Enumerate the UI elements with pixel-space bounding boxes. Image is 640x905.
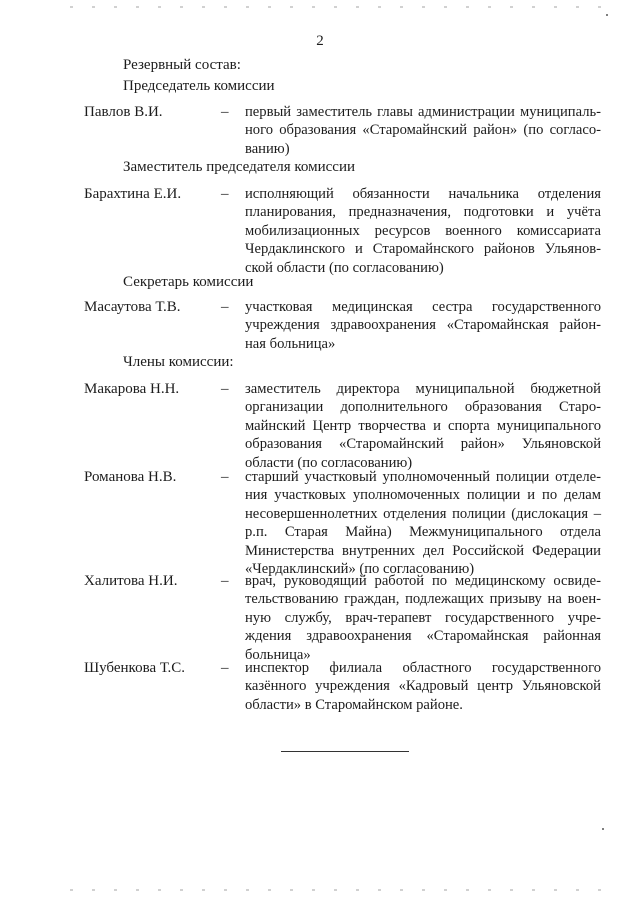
position-line: «Чердаклинский» (по согласованию)	[245, 561, 475, 578]
scan-artifact-top	[70, 6, 610, 8]
dash-separator: –	[221, 299, 229, 315]
secretary-heading: Секретарь комиссии	[123, 274, 254, 290]
position-line: ного образования «Старомайнский район» (по согласо-	[245, 122, 601, 139]
position-line: ная больница»	[245, 335, 336, 352]
member-name: Масаутова Т.В.	[84, 299, 181, 315]
page-number: 2	[316, 33, 324, 49]
position-line: казённого учреждения «Кадровый центр Ульяновской	[245, 678, 601, 695]
member-position	[245, 659, 601, 714]
position-line: несовершеннолетних отделения полиции (дислокация –	[245, 505, 601, 522]
member-name: Шубенкова Т.С.	[84, 660, 186, 676]
position-line: майнский Центр творчества и спорта муниципального	[245, 417, 601, 434]
position-line: образования «Старомайнский район» Ульяновской	[245, 436, 601, 453]
dash-separator: –	[221, 186, 229, 202]
closing-rule	[281, 751, 409, 752]
deputy-chairman-heading: Заместитель председателя комиссии	[123, 159, 356, 175]
scan-speck	[602, 828, 604, 830]
dash-separator: –	[221, 573, 229, 589]
member-name: Павлов В.И.	[84, 104, 163, 120]
position-line: инспектор филиала областного государственного	[245, 660, 601, 676]
dash-separator: –	[221, 381, 229, 397]
dash-separator: –	[221, 660, 229, 676]
dash-separator: –	[221, 469, 229, 485]
position-line: ную службу, врач-терапевт государственного учре-	[245, 609, 601, 626]
members-heading: Члены комиссии:	[123, 354, 234, 370]
position-line: больница»	[245, 646, 311, 663]
position-line: ской области (по согласованию)	[245, 259, 444, 276]
position-line: врач, руководящий работой по медицинскому освиде-	[245, 573, 601, 589]
position-line: р.п. Старая Майна) Межмуниципального отдела	[245, 524, 601, 541]
member-position	[245, 468, 601, 578]
scan-speck	[606, 14, 608, 16]
member-position	[245, 572, 601, 664]
position-line: исполняющий обязанности начальника отделения	[245, 186, 601, 202]
position-line: организации дополнительного образования Старо-	[245, 399, 601, 416]
position-line: области» в Старомайнском районе.	[245, 696, 463, 713]
member-position	[245, 185, 601, 277]
chairman-heading: Председатель комиссии	[123, 78, 275, 94]
member-name: Халитова Н.И.	[84, 573, 178, 589]
position-line: учреждения здравоохранения «Старомайнская район-	[245, 317, 601, 334]
member-position	[245, 380, 601, 472]
position-line: ванию)	[245, 140, 290, 157]
dash-separator: –	[221, 104, 229, 120]
position-line: мобилизационных ресурсов военного комиссариата	[245, 222, 601, 239]
member-name: Романова Н.В.	[84, 469, 177, 485]
position-line: ждения здравоохранения «Старомайнская районная	[245, 628, 601, 645]
member-name: Барахтина Е.И.	[84, 186, 182, 202]
position-line: тельствованию граждан, подлежащих призыву на воен-	[245, 591, 601, 608]
member-position	[245, 103, 601, 158]
member-position	[245, 298, 601, 353]
position-line: планирования, предназначения, подготовки и учёта	[245, 204, 601, 221]
position-line: участковая медицинская сестра государственного	[245, 299, 601, 315]
position-line: Чердаклинского и Старомайнского районов Ульянов-	[245, 241, 601, 258]
scan-artifact-bottom	[70, 889, 610, 891]
position-line: старший участковый уполномоченный полиции отделе-	[245, 469, 601, 485]
position-line: области (по согласованию)	[245, 454, 413, 471]
reserve-composition-heading: Резервный состав:	[123, 57, 241, 73]
position-line: первый заместитель главы администрации муниципаль-	[245, 104, 601, 120]
position-line: ния участковых уполномоченных полиции и по делам	[245, 487, 601, 504]
position-line: заместитель директора муниципальной бюджетной	[245, 381, 601, 397]
position-line: Министерства внутренних дел Российской Федерации	[245, 542, 601, 559]
member-name: Макарова Н.Н.	[84, 381, 180, 397]
